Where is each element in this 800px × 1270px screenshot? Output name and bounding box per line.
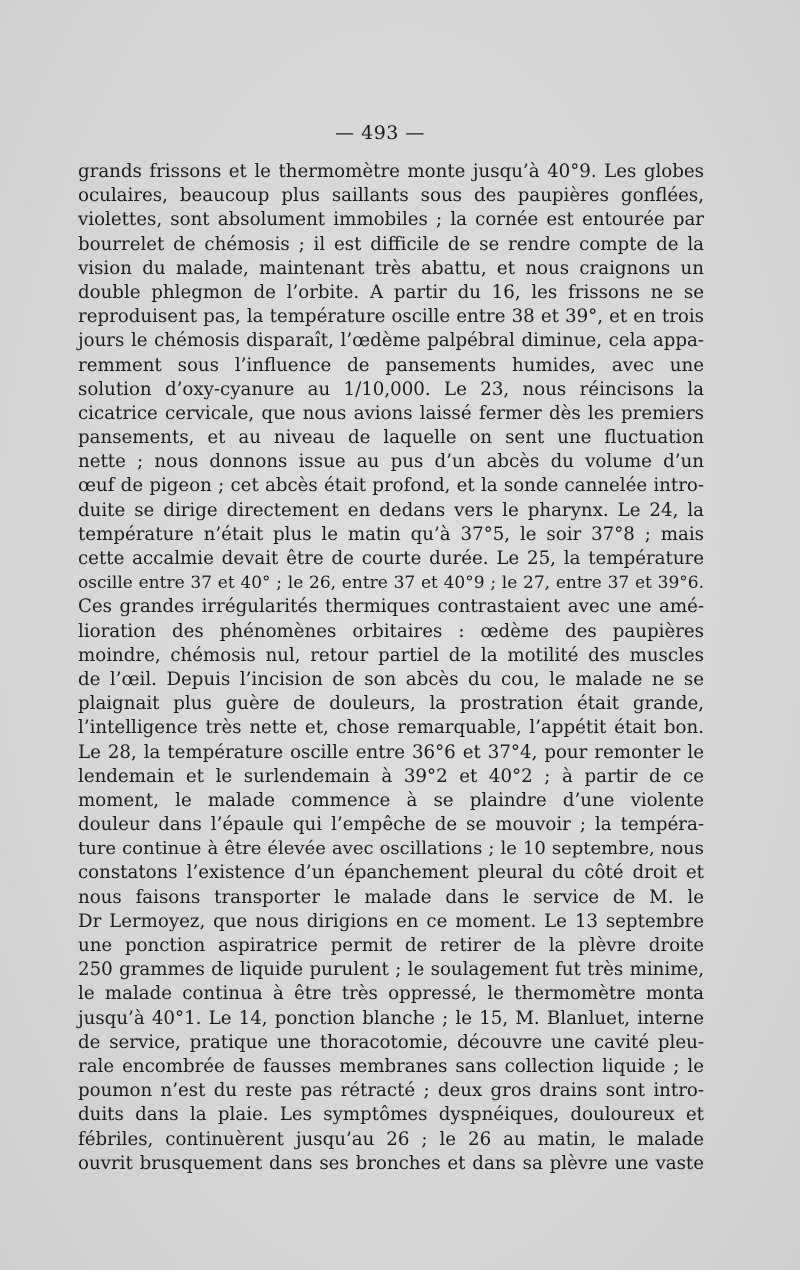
text-line: solution d’oxy-cyanure au 1/10,000. Le 23, nous réincisons la bbox=[78, 378, 704, 400]
text-line: pansements, et au niveau de laquelle on sent une fluctuation bbox=[78, 427, 704, 449]
page-number: — 493 — bbox=[335, 122, 425, 144]
text-line: fébriles, continuèrent jusqu’au 26 ; le 26 au matin, le malade bbox=[78, 1128, 704, 1150]
text-line: double phlegmon de l’orbite. A partir du 16, les frissons ne se bbox=[78, 281, 704, 303]
text-line: violettes, sont absolument immobiles ; la cornée est entourée par bbox=[78, 209, 704, 231]
text-line: de service, pratique une thoracotomie, découvre une cavité pleu- bbox=[78, 1031, 704, 1053]
text-line: oscille entre 37 et 40° ; le 26, entre 37 et 40°9 ; le 27, entre 37 et 39°6. bbox=[78, 573, 704, 594]
text-line: nette ; nous donnons issue au pus d’un abcès du volume d’un bbox=[78, 451, 704, 473]
text-line: ture continue à être élevée avec oscillations ; le 10 septembre, nous bbox=[78, 838, 704, 860]
text-line: cicatrice cervicale, que nous avions laissé fermer dès les premiers bbox=[78, 402, 704, 424]
text-line: lioration des phénomènes orbitaires : œdème des paupières bbox=[78, 620, 704, 642]
text-line: grands frissons et le thermomètre monte jusqu’à 40°9. Les globes bbox=[78, 161, 704, 182]
text-line: duite se dirige directement en dedans vers le pharynx. Le 24, la bbox=[78, 499, 704, 521]
text-line: lendemain et le surlendemain à 39°2 et 40°2 ; à partir de ce bbox=[78, 765, 704, 787]
text-line: jusqu’à 40°1. Le 14, ponction blanche ; le 15, M. Blanluet, interne bbox=[78, 1007, 704, 1029]
text-line: ouvrit brusquement dans ses bronches et dans sa plèvre une vaste bbox=[78, 1152, 704, 1174]
text-line: constatons l’existence d’un épanchement pleural du côté droit et bbox=[78, 862, 704, 884]
text-line: Le 28, la température oscille entre 36°6 et 37°4, pour remonter le bbox=[78, 741, 704, 763]
text-line: nous faisons transporter le malade dans le service de M. le bbox=[78, 886, 704, 908]
body-text bbox=[78, 160, 704, 1176]
text-line: remment sous l’influence de pansements humides, avec une bbox=[78, 354, 704, 376]
text-line: rale encombrée de fausses membranes sans collection liquide ; le bbox=[78, 1055, 704, 1077]
text-line: vision du malade, maintenant très abattu, et nous craignons un bbox=[78, 257, 704, 279]
text-line: de l’œil. Depuis l’incision de son abcès du cou, le malade ne se bbox=[78, 668, 704, 690]
text-line: jours le chémosis disparaît, l’œdème palpébral diminue, cela appa- bbox=[78, 330, 704, 352]
text-line: douleur dans l’épaule qui l’empêche de se mouvoir ; la tempéra- bbox=[78, 814, 704, 836]
text-line: l’intelligence très nette et, chose remarquable, l’appétit était bon. bbox=[78, 717, 704, 739]
text-line: reproduisent pas, la température oscille entre 38 et 39°, et en trois bbox=[78, 306, 704, 328]
text-line: le malade continua à être très oppressé, le thermomètre monta bbox=[78, 983, 704, 1005]
text-line: plaignait plus guère de douleurs, la prostration était grande, bbox=[78, 693, 704, 715]
text-line: oculaires, beaucoup plus saillants sous des paupières gonflées, bbox=[78, 185, 704, 207]
text-line: Ces grandes irrégularités thermiques contrastaient avec une amé- bbox=[78, 596, 704, 618]
text-line: œuf de pigeon ; cet abcès était profond, et la sonde cannelée intro- bbox=[78, 475, 704, 497]
text-line: une ponction aspiratrice permit de retirer de la plèvre droite bbox=[78, 935, 704, 956]
text-line: 250 grammes de liquide purulent ; le soulagement fut très minime, bbox=[78, 959, 704, 981]
text-line: température n’était plus le matin qu’à 37°5, le soir 37°8 ; mais bbox=[78, 523, 704, 545]
text-line: moindre, chémosis nul, retour partiel de la motilité des muscles bbox=[78, 644, 704, 666]
text-line: cette accalmie devait être de courte durée. Le 25, la température bbox=[78, 548, 704, 569]
text-line: Dr Lermoyez, que nous dirigions en ce moment. Le 13 septembre bbox=[78, 910, 704, 932]
text-line: moment, le malade commence à se plaindre d’une violente bbox=[78, 789, 704, 811]
text-line: duits dans la plaie. Les symptômes dyspnéiques, douloureux et bbox=[78, 1104, 704, 1126]
text-line: bourrelet de chémosis ; il est difficile de se rendre compte de la bbox=[78, 233, 704, 255]
text-line: poumon n’est du reste pas rétracté ; deux gros drains sont intro- bbox=[78, 1080, 704, 1102]
